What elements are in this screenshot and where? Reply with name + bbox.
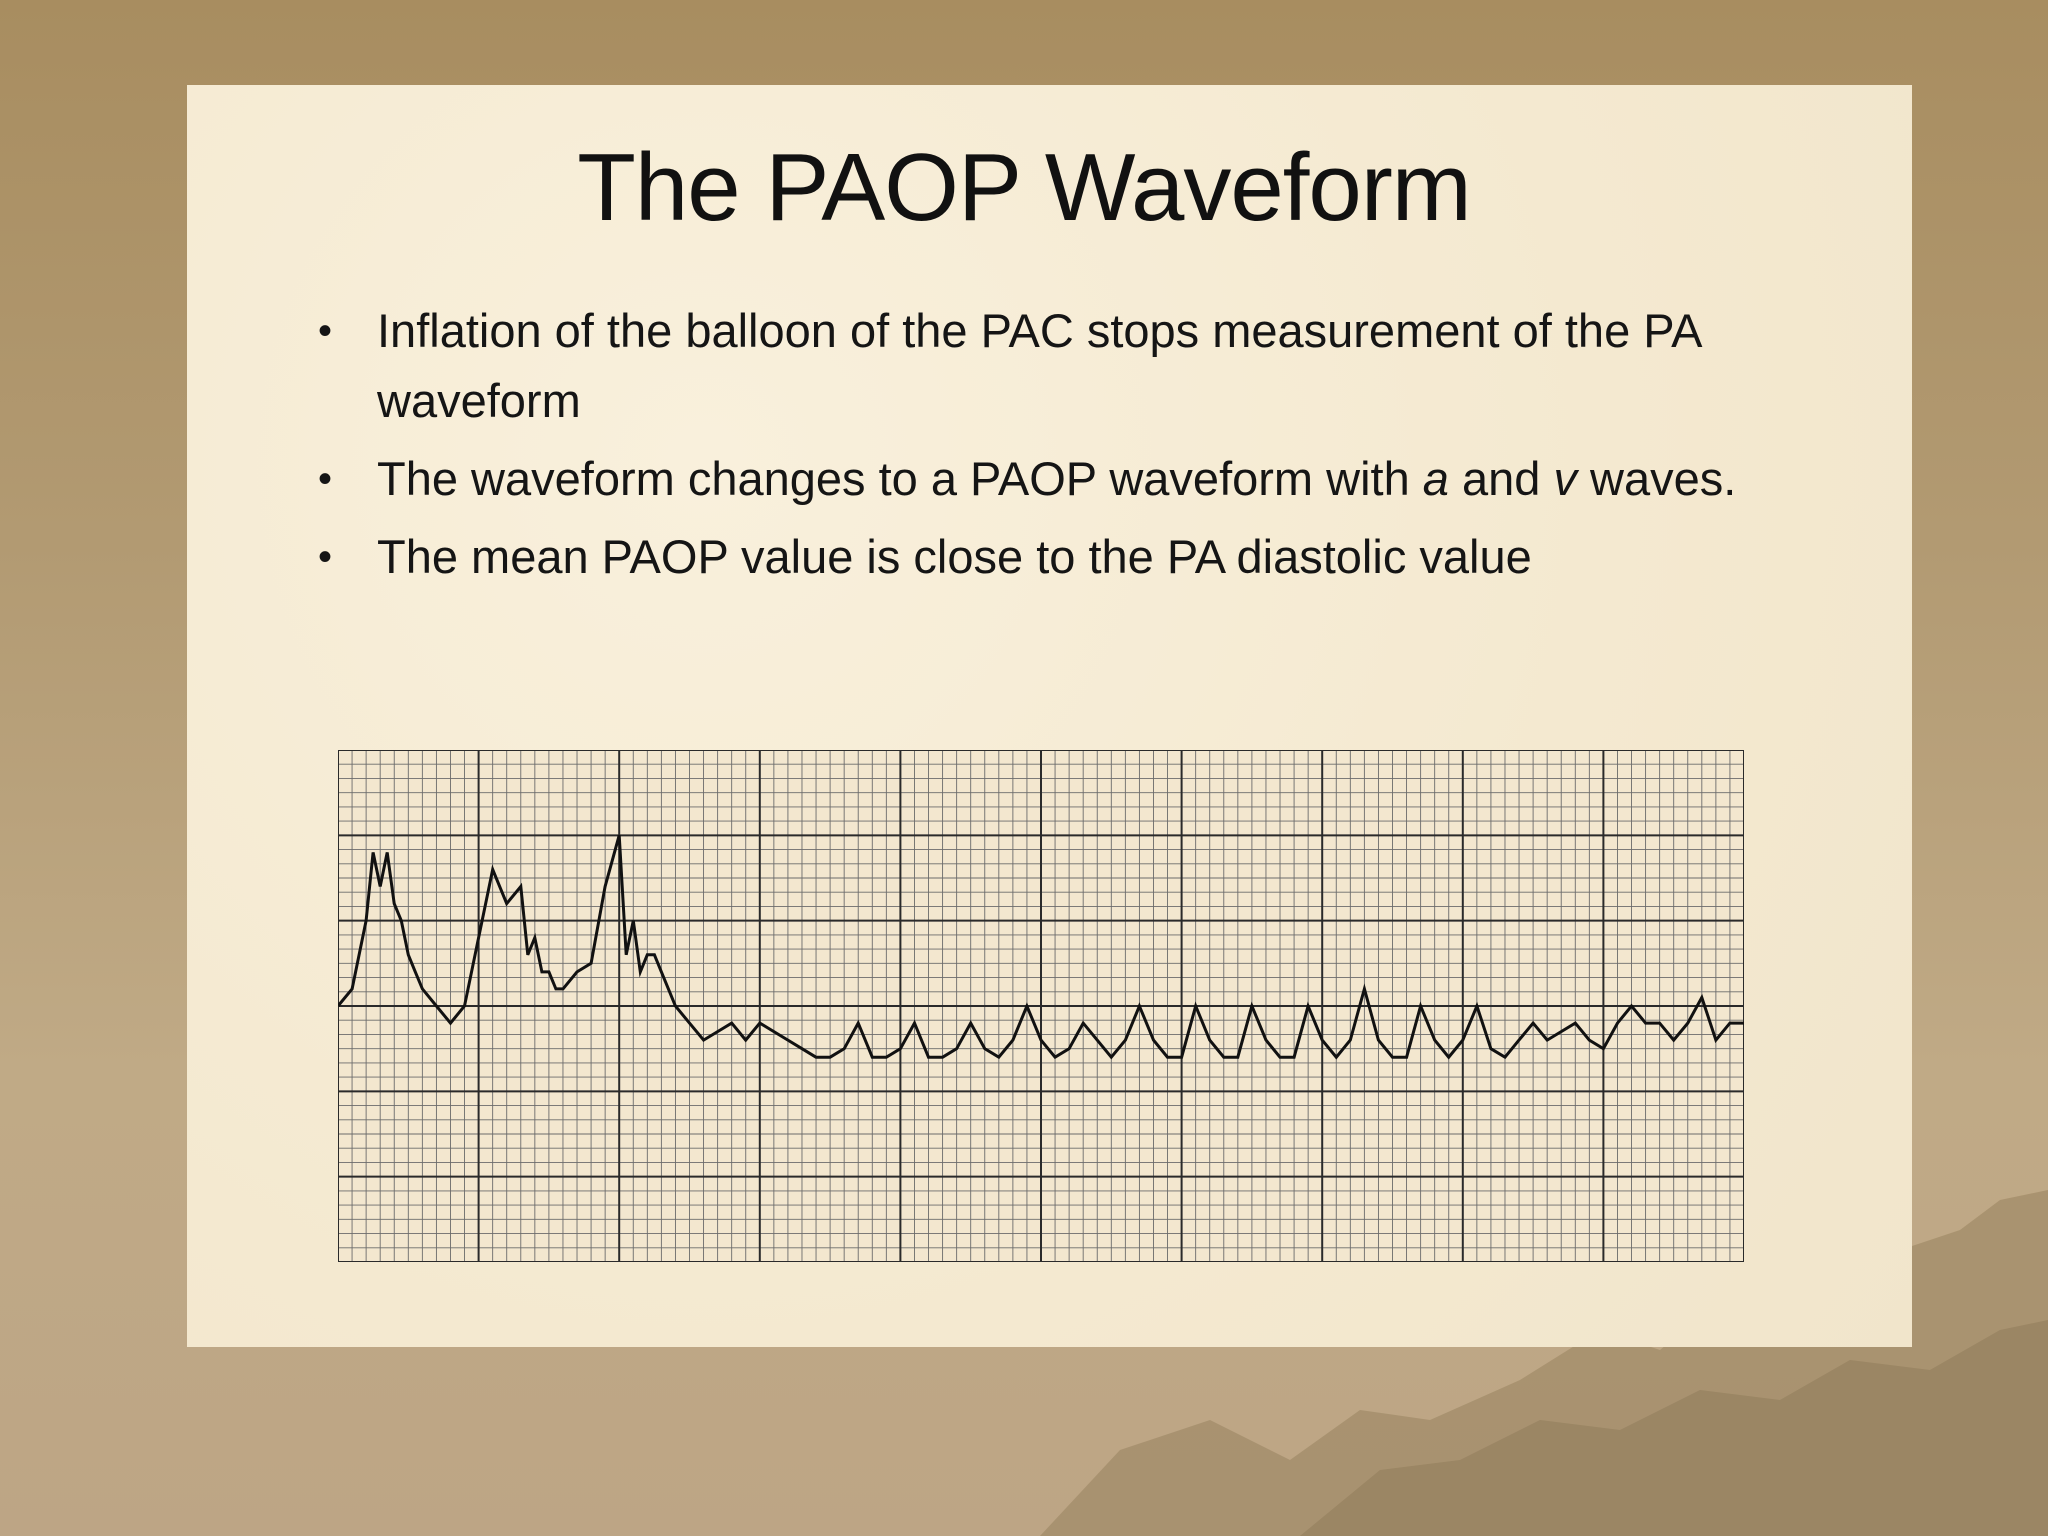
paop-waveform-chart: [338, 750, 1744, 1262]
bullet-dot-icon: •: [318, 309, 333, 353]
bullet-item: [315, 296, 1815, 436]
bullet-text: The waveform changes to a PAOP waveform with a and v waves.: [377, 452, 1737, 505]
bullet-text: The mean PAOP value is close to the PA diastolic value: [377, 530, 1532, 583]
bullet-item: [315, 522, 1815, 592]
bullet-item: [315, 444, 1815, 514]
italic-term-a: a: [1422, 452, 1449, 505]
bullet-text: Inflation of the balloon of the PAC stops measurement of the PA waveform: [377, 304, 1700, 427]
bullet-dot-icon: •: [318, 457, 333, 501]
bullet-list: [315, 296, 1815, 600]
italic-term-v: v: [1553, 452, 1577, 505]
bullet-dot-icon: •: [318, 535, 333, 579]
slide-title: The PAOP Waveform: [577, 134, 1471, 241]
